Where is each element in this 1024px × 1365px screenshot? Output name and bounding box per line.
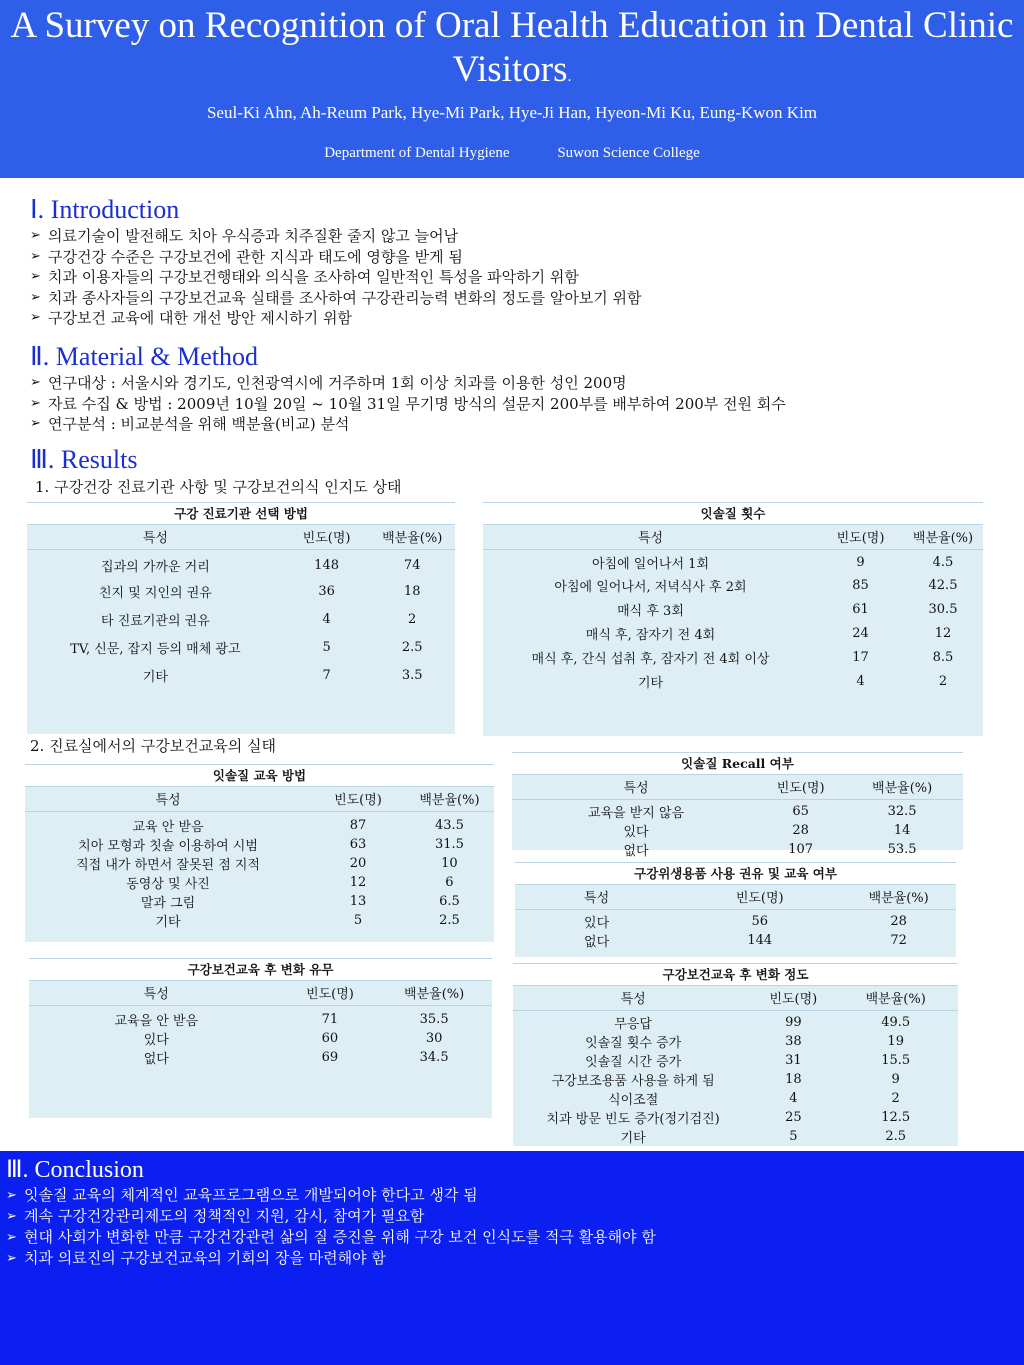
table-cell: 치과 방문 빈도 증가(정기검진)	[546, 1111, 720, 1127]
table-row	[483, 573, 983, 597]
table-cell: 28	[792, 822, 809, 838]
table-cell: 148	[314, 557, 339, 573]
table-cell: 2	[891, 1090, 900, 1106]
table-row	[513, 1010, 958, 1032]
table-cell: 친지 및 지인의 권유	[98, 585, 212, 601]
table-cell: 있다	[623, 824, 649, 840]
table-caption: 잇솔질 Recall 여부	[512, 753, 963, 775]
table-cell: 31	[785, 1052, 802, 1068]
table-cell: 3.5	[401, 667, 423, 683]
table-row	[25, 873, 494, 892]
table-cell: 87	[349, 817, 367, 833]
table-hygiene-products	[515, 862, 956, 957]
table-header-cell: 빈도(명)	[678, 885, 841, 909]
table-header-cell: 빈도(명)	[760, 775, 841, 799]
table-cell: 잇솔질 횟수 증가	[585, 1035, 682, 1051]
conclusion-item: ➢ 잇솔질 교육의 체계적인 교육프로그램으로 개발되어야 한다고 생각 됨	[6, 1185, 1024, 1206]
table-header-cell: 백분율(%)	[903, 525, 983, 549]
table-cell: 기타	[155, 914, 181, 930]
table-cell: 32.5	[887, 803, 917, 819]
table-cell: 식이조절	[608, 1092, 659, 1108]
table-cell: 2.5	[401, 639, 423, 655]
results-subheading-1: 1. 구강건강 진료기관 사항 및 구강보건의식 인지도 상태	[35, 478, 402, 496]
table-cell: 집과의 가까운 거리	[101, 559, 210, 575]
table-cell: 직접 내가 하면서 잘못된 점 지적	[76, 857, 260, 873]
table-cell: 6.5	[439, 893, 460, 909]
table-cell: 기타	[142, 669, 168, 685]
title-dot: .	[567, 68, 572, 85]
table-cell: 12.5	[881, 1109, 911, 1125]
table-header-cell: 백분율(%)	[841, 885, 956, 909]
table-row	[483, 669, 983, 693]
table-cell: 있다	[584, 915, 610, 931]
table-cell: 18	[785, 1071, 802, 1087]
method-title: Ⅱ. Material & Method	[30, 342, 258, 371]
table-cell: 71	[321, 1011, 339, 1027]
table-header-cell: 특성	[512, 775, 760, 799]
intro-title: Ⅰ. Introduction	[30, 195, 180, 224]
table-row	[483, 549, 983, 573]
table-row	[512, 840, 963, 859]
table-caption: 구강보건교육 후 변화 정도	[513, 964, 958, 986]
college-name: Suwon Science College	[557, 145, 700, 161]
table-cell: 49.5	[881, 1014, 911, 1030]
conclusion-item: ➢ 현대 사회가 변화한 만큼 구강건강관련 삶의 질 증진을 위해 구강 보건 인식도를 적극 활용해야 함	[6, 1227, 1024, 1248]
table-cell: 9	[891, 1071, 900, 1087]
table-cell: 53.5	[887, 841, 917, 857]
table-caption: 구강 진료기관 선택 방법	[27, 503, 455, 525]
table-header-cell: 빈도(명)	[284, 981, 377, 1005]
table-cell: 동영상 및 사진	[126, 876, 210, 892]
table-cell: 61	[852, 601, 869, 617]
table-header-cell: 백분율(%)	[376, 981, 492, 1005]
results-subheading-2: 2. 진료실에서의 구강보건교육의 실태	[30, 737, 276, 755]
table-cell: 63	[349, 836, 367, 852]
table-cell: 기타	[620, 1130, 646, 1146]
table-row	[513, 1127, 958, 1146]
table-cell: 28	[890, 913, 907, 929]
table-row	[515, 909, 956, 931]
table-row	[25, 911, 494, 930]
table-cell: 기타	[637, 675, 664, 691]
table-caption: 잇솔질 횟수	[483, 503, 983, 525]
table-cell: 13	[349, 893, 367, 909]
table-cell: 5	[789, 1128, 798, 1144]
table-row	[27, 605, 455, 633]
table-row	[515, 931, 956, 950]
table-row	[27, 549, 455, 577]
table-cell: TV, 신문, 잡지 등의 매체 광고	[70, 641, 241, 657]
table-cell: 7	[322, 667, 331, 683]
table-row	[513, 1051, 958, 1070]
table-cell: 2	[938, 673, 948, 689]
table-cell: 8.5	[932, 649, 954, 665]
table-row	[25, 811, 494, 835]
table-cell: 아침에 일어나서 1회	[592, 556, 709, 572]
method-item: ➢ 연구분석 : 비교분석을 위해 백분율(비교) 분석	[30, 414, 786, 435]
table-cell: 43.5	[434, 817, 464, 833]
table-row	[483, 621, 983, 645]
table-cell: 19	[887, 1033, 904, 1049]
table-brushing-education	[25, 764, 494, 942]
conclusion-item: ➢ 계속 구강건강관리제도의 정책적인 지원, 감시, 참여가 필요함	[6, 1206, 1024, 1227]
table-cell: 36	[318, 583, 335, 599]
table-cell: 60	[321, 1030, 339, 1046]
table-row	[27, 577, 455, 605]
intro-item: ➢ 의료기술이 발전해도 치아 우식증과 치주질환 줄지 않고 늘어남	[30, 226, 642, 247]
table-row	[29, 1005, 492, 1029]
table-row	[513, 1089, 958, 1108]
table-caption: 구강위생용품 사용 권유 및 교육 여부	[515, 863, 956, 885]
method-list	[30, 373, 786, 435]
conclusion-item: ➢ 치과 의료진의 구강보건교육의 기회의 장을 마련해야 함	[6, 1248, 1024, 1269]
conclusion-title: Ⅲ. Conclusion	[6, 1157, 144, 1183]
results-title: Ⅲ. Results	[30, 445, 138, 474]
table-header-cell: 백분율(%)	[841, 775, 963, 799]
table-cell: 5	[322, 639, 331, 655]
table-cell: 5	[353, 912, 363, 928]
table-change-existence	[29, 958, 492, 1118]
table-cell: 24	[852, 625, 869, 641]
table-cell: 35.5	[419, 1011, 449, 1027]
table-row	[27, 661, 455, 689]
table-header-cell: 특성	[25, 787, 311, 811]
conclusion-list	[6, 1185, 1024, 1269]
table-row	[25, 892, 494, 911]
table-cell: 15.5	[881, 1052, 911, 1068]
table-header-cell: 백분율(%)	[405, 787, 494, 811]
author-list: Seul-Ki Ahn, Ah-Reum Park, Hye-Mi Park, Hye-Ji Han, Hyeon-Mi Ku, Eung-Kwon Kim	[206, 103, 818, 122]
table-clinic-selection	[27, 502, 455, 734]
table-cell: 교육 안 받음	[132, 819, 204, 835]
intro-item: ➢ 치과 종사자들의 구강보건교육 실태를 조사하여 구강관리능력 변화의 정도를 알아보기 위함	[30, 288, 642, 309]
table-row	[29, 1029, 492, 1048]
table-cell: 18	[403, 583, 421, 599]
table-cell: 9	[856, 554, 865, 570]
table-header-cell: 특성	[483, 525, 818, 549]
table-cell: 매식 후, 잠자기 전 4회	[585, 627, 716, 643]
table-cell: 144	[747, 932, 773, 948]
poster-header	[0, 0, 1024, 178]
method-item: ➢ 자료 수집 & 방법 : 2009년 10월 20일 ~ 10월 31일 무기명 방식의 설문지 200부를 배부하여 200부 전원 회수	[30, 394, 786, 415]
table-cell: 없다	[143, 1051, 169, 1067]
table-header-cell: 빈도(명)	[818, 525, 903, 549]
table-cell: 교육을 안 받음	[114, 1013, 199, 1029]
table-cell: 있다	[143, 1032, 169, 1048]
table-row	[512, 821, 963, 840]
table-cell: 아침에 일어나서, 저녁식사 후 2회	[554, 579, 747, 595]
table-cell: 치아 모형과 칫솔 이용하여 시범	[78, 838, 258, 854]
intro-item: ➢ 치과 이용자들의 구강보건행태와 의식을 조사하여 일반적인 특성을 파악하기 위함	[30, 267, 642, 288]
table-cell: 4.5	[932, 554, 954, 570]
table-cell: 2	[408, 611, 417, 627]
table-row	[513, 1108, 958, 1127]
table-cell: 12	[934, 625, 952, 641]
table-cell: 구강보조용품 사용을 하게 됨	[551, 1073, 715, 1089]
table-cell: 85	[852, 577, 869, 593]
conclusion-section	[0, 1151, 1024, 1365]
table-brushing-recall	[512, 752, 963, 859]
table-cell: 17	[852, 649, 869, 665]
table-cell: 20	[349, 855, 367, 871]
poster-title: A Survey on Recognition of Oral Health Education in Dental Clinic Visitors.	[10, 5, 1014, 90]
table-header-cell: 빈도(명)	[311, 787, 405, 811]
table-cell: 무응답	[614, 1016, 652, 1032]
table-row	[27, 633, 455, 661]
table-cell: 72	[890, 932, 907, 948]
table-cell: 매식 후, 간식 섭취 후, 잠자기 전 4회 이상	[531, 651, 770, 667]
table-header-cell: 특성	[29, 981, 284, 1005]
table-cell: 4	[322, 611, 331, 627]
table-cell: 56	[751, 913, 768, 929]
table-cell: 없다	[623, 843, 649, 859]
table-cell: 4	[789, 1090, 798, 1106]
department-name: Department of Dental Hygiene	[324, 145, 510, 161]
intro-list	[30, 226, 642, 329]
table-row	[513, 1032, 958, 1051]
table-row	[483, 645, 983, 669]
table-cell: 2.5	[885, 1128, 907, 1144]
table-brushing-frequency	[483, 502, 983, 736]
table-header-cell: 특성	[27, 525, 284, 549]
table-row	[25, 835, 494, 854]
table-cell: 65	[792, 803, 809, 819]
table-cell: 69	[321, 1049, 339, 1065]
table-header-cell: 특성	[513, 986, 753, 1010]
table-cell: 타 진료기관의 권유	[101, 613, 210, 629]
table-header-cell: 특성	[515, 885, 678, 909]
table-row	[513, 1070, 958, 1089]
table-cell: 2.5	[439, 912, 460, 928]
table-cell: 매식 후 3회	[617, 603, 684, 619]
intro-item: ➢ 구강보건 교육에 대한 개선 방안 제시하기 위함	[30, 308, 642, 329]
table-cell: 말과 그림	[140, 895, 196, 911]
table-header-cell: 빈도(명)	[753, 986, 833, 1010]
table-cell: 14	[893, 822, 911, 838]
table-row	[25, 854, 494, 873]
table-cell: 25	[785, 1109, 802, 1125]
table-cell: 4	[856, 673, 865, 689]
table-cell: 34.5	[419, 1049, 449, 1065]
table-header-cell: 빈도(명)	[284, 525, 370, 549]
table-cell: 99	[785, 1014, 802, 1030]
table-row	[512, 799, 963, 821]
table-cell: 교육을 받지 않음	[587, 805, 685, 821]
table-cell: 107	[788, 841, 814, 857]
table-cell: 30	[425, 1030, 443, 1046]
table-cell: 10	[441, 855, 458, 871]
table-row	[483, 597, 983, 621]
table-cell: 42.5	[928, 577, 958, 593]
table-caption: 잇솔질 교육 방법	[25, 765, 494, 787]
table-header-cell: 백분율(%)	[833, 986, 958, 1010]
intro-item: ➢ 구강건강 수준은 구강보건에 관한 지식과 태도에 영향을 받게 됨	[30, 247, 642, 268]
table-cell: 38	[785, 1033, 802, 1049]
table-cell: 없다	[584, 934, 610, 950]
table-cell: 잇솔질 시간 증가	[585, 1054, 682, 1070]
affiliation	[0, 145, 1024, 162]
table-cell: 6	[445, 874, 454, 890]
table-header-cell: 백분율(%)	[369, 525, 455, 549]
table-cell: 74	[403, 557, 421, 573]
method-item: ➢ 연구대상 : 서울시와 경기도, 인천광역시에 거주하며 1회 이상 치과를 이용한 성인 200명	[30, 373, 786, 394]
table-change-degree	[513, 963, 958, 1146]
table-cell: 31.5	[434, 836, 464, 852]
table-cell: 30.5	[928, 601, 958, 617]
table-row	[29, 1048, 492, 1067]
table-cell: 12	[349, 874, 367, 890]
table-caption: 구강보건교육 후 변화 유무	[29, 959, 492, 981]
